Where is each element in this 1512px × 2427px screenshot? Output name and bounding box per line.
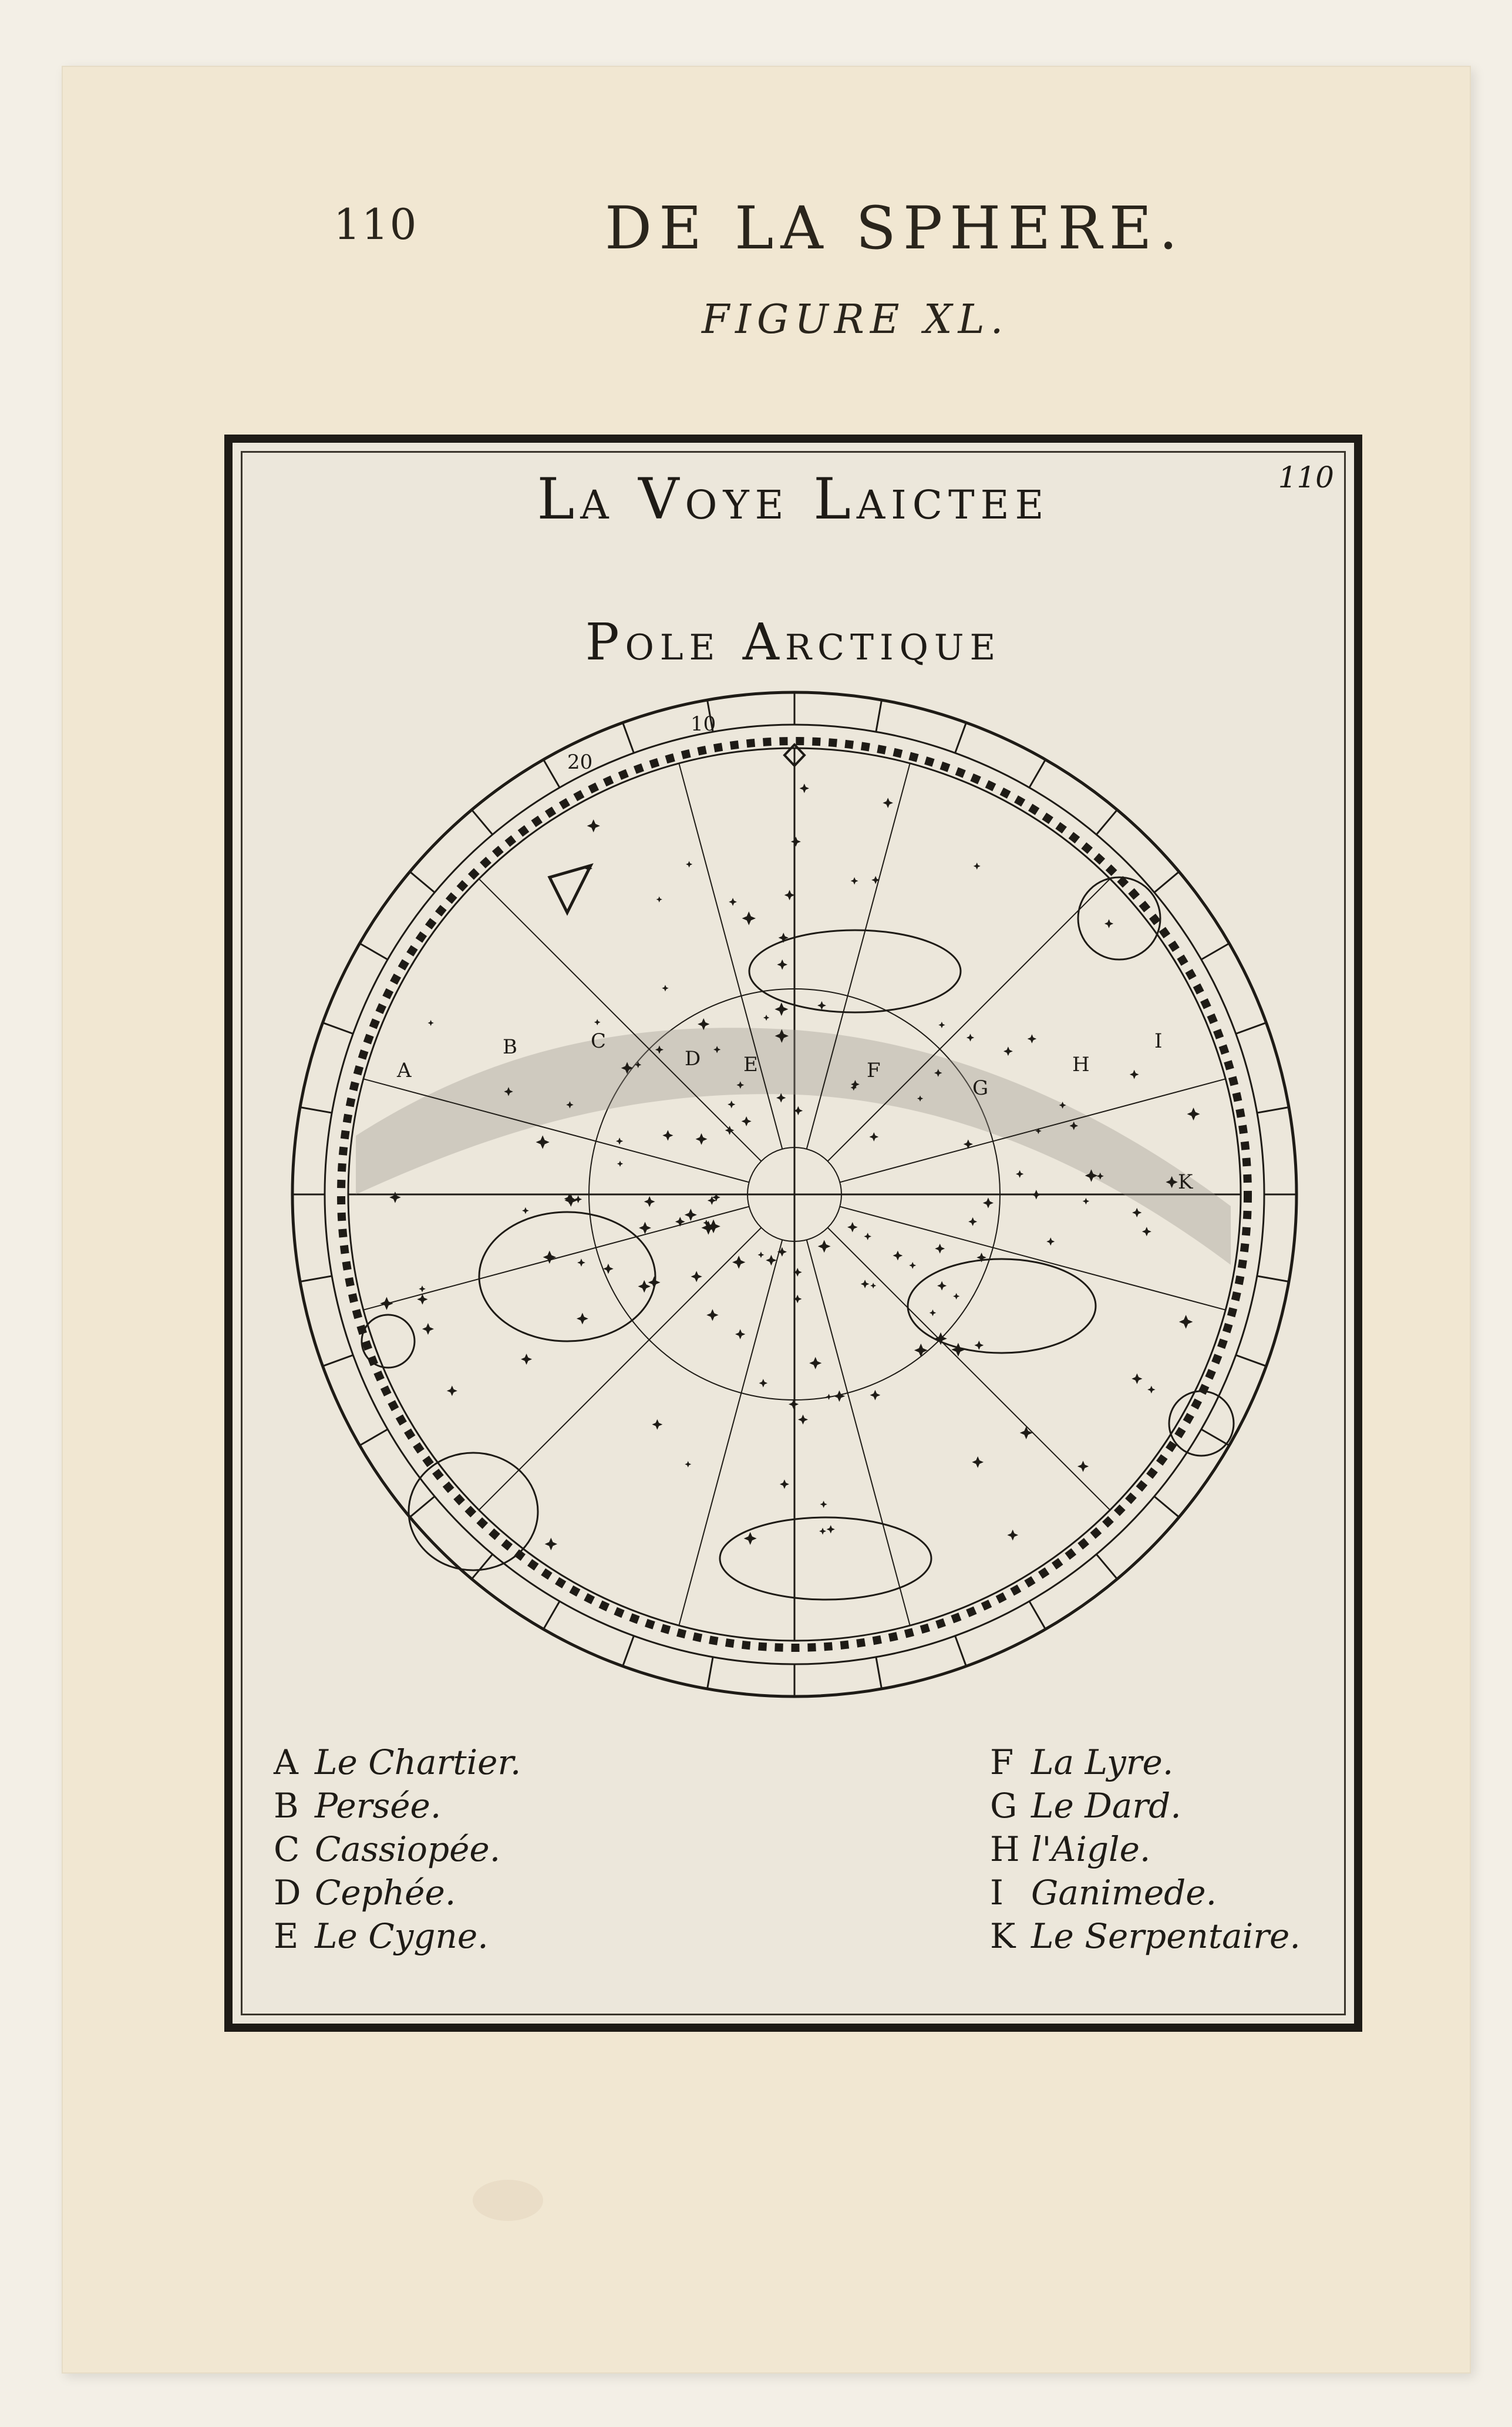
- star-icon: [1130, 1070, 1139, 1079]
- pole-title: Pole Arctique: [585, 613, 1002, 672]
- legend-key: A: [274, 1742, 298, 1782]
- star-icon: [389, 1191, 400, 1203]
- star-icon: [638, 1280, 650, 1292]
- legend-item: [274, 1784, 521, 1827]
- meridian-line: [679, 1240, 782, 1625]
- star-icon: [777, 960, 787, 970]
- star-icon: [577, 1258, 585, 1267]
- star-icon: [938, 1022, 945, 1028]
- star-icon: [644, 1196, 655, 1207]
- legend-item: [274, 1827, 521, 1871]
- star-icon: [974, 863, 981, 870]
- degree-tick: [300, 1276, 332, 1282]
- star-icon: [834, 1391, 846, 1402]
- map-letter-b: B: [503, 1035, 517, 1059]
- legend-key: B: [274, 1786, 299, 1826]
- legend-key: D: [274, 1873, 301, 1913]
- star-icon: [869, 1132, 878, 1142]
- star-chart: [238, 689, 1351, 1699]
- star-icon: [685, 1209, 697, 1221]
- plate-number: 110: [1278, 460, 1334, 494]
- star-icon: [380, 1297, 393, 1310]
- star-icon: [577, 1313, 588, 1325]
- star-icon: [779, 933, 789, 942]
- legend-name: Persée.: [315, 1786, 442, 1826]
- star-icon: [819, 1528, 826, 1535]
- ring-label-10: 10: [691, 712, 716, 736]
- star-icon: [972, 1456, 984, 1468]
- degree-tick: [360, 944, 388, 960]
- degree-tick: [623, 723, 634, 753]
- degree-tick: [360, 1429, 388, 1446]
- star-icon: [1020, 1426, 1033, 1439]
- star-icon: [686, 861, 692, 867]
- legend-right: [990, 1741, 1301, 1958]
- legend-item: [990, 1741, 1301, 1784]
- star-icon: [685, 1461, 691, 1467]
- star-icon: [564, 1194, 577, 1207]
- legend-name: Cassiopée.: [315, 1829, 501, 1869]
- degree-tick: [955, 1636, 967, 1667]
- star-icon: [800, 783, 809, 793]
- star-icon: [521, 1354, 532, 1365]
- legend-key: G: [990, 1786, 1018, 1826]
- legend-item: [990, 1871, 1301, 1914]
- degree-tick: [300, 1108, 332, 1113]
- star-icon: [1179, 1315, 1193, 1329]
- foxing-stain: [473, 2180, 543, 2221]
- star-icon: [864, 1233, 871, 1240]
- degree-tick: [1029, 1601, 1046, 1630]
- star-icon: [675, 1217, 685, 1227]
- map-letter-c: C: [591, 1029, 607, 1053]
- legend-name: Cephée.: [315, 1873, 456, 1913]
- degree-tick: [708, 1657, 713, 1689]
- degree-tick: [544, 760, 560, 788]
- star-icon: [732, 1255, 745, 1268]
- star-icon: [763, 1015, 769, 1021]
- star-icon: [766, 1255, 776, 1265]
- star-icon: [759, 1379, 767, 1387]
- degree-tick: [1257, 1276, 1289, 1282]
- legend-key: C: [274, 1829, 300, 1869]
- star-icon: [870, 1282, 876, 1288]
- star-icon: [617, 1161, 623, 1167]
- star-icon: [522, 1207, 529, 1214]
- meridian-line: [807, 1240, 910, 1625]
- ram-figure: [1078, 877, 1160, 960]
- star-icon: [789, 1399, 799, 1409]
- star-icon: [1003, 1046, 1013, 1056]
- pegasus-figure: [749, 930, 961, 1012]
- map-letter-d: D: [685, 1047, 701, 1071]
- star-icon: [1077, 1461, 1089, 1472]
- star-icon: [817, 1001, 826, 1010]
- star-icon: [974, 1341, 984, 1350]
- degree-tick: [1154, 1496, 1179, 1517]
- star-icon: [1007, 1530, 1018, 1541]
- star-icon: [914, 1344, 928, 1357]
- star-icon: [826, 1393, 831, 1399]
- star-icon: [983, 1197, 994, 1208]
- star-icon: [1046, 1237, 1055, 1246]
- figure-label: FIGURE XL.: [702, 297, 1009, 343]
- star-icon: [776, 1093, 786, 1102]
- legend-name: Le Chartier.: [315, 1742, 521, 1782]
- star-icon: [774, 1002, 788, 1016]
- degree-tick: [876, 1657, 882, 1689]
- ring-label-20: 20: [567, 750, 593, 774]
- star-icon: [648, 1276, 661, 1288]
- star-icon: [545, 1538, 557, 1550]
- map-letter-k: K: [1178, 1170, 1193, 1194]
- degree-tick: [1236, 1355, 1267, 1366]
- star-icon: [893, 1251, 903, 1261]
- milky-way-band: [356, 1028, 1231, 1265]
- map-letter-a: A: [397, 1059, 412, 1082]
- star-icon: [758, 1251, 765, 1258]
- degree-tick: [1201, 1429, 1230, 1446]
- star-icon: [827, 1525, 835, 1533]
- star-icon: [780, 1479, 789, 1489]
- star-icon: [706, 1309, 718, 1321]
- degree-tick: [544, 1601, 560, 1630]
- star-icon: [968, 1217, 977, 1226]
- star-icon: [930, 1310, 936, 1316]
- star-icon: [1142, 1227, 1151, 1236]
- page-number: 110: [334, 200, 418, 249]
- map-letter-f: F: [867, 1059, 881, 1082]
- legend-key: I: [990, 1873, 1003, 1913]
- map-letter-h: H: [1072, 1053, 1090, 1076]
- degree-tick: [1201, 944, 1230, 960]
- degree-tick: [410, 871, 435, 892]
- star-icon: [662, 1130, 673, 1140]
- star-icon: [536, 1135, 550, 1149]
- degree-tick: [1029, 760, 1046, 788]
- star-icon: [419, 1285, 425, 1292]
- degree-tick: [323, 1023, 353, 1034]
- star-icon: [662, 985, 668, 991]
- legend-item: [274, 1871, 521, 1914]
- engraved-plate: [224, 435, 1362, 2032]
- star-icon: [691, 1271, 702, 1282]
- star-icon: [809, 1357, 821, 1369]
- legend-item: [990, 1784, 1301, 1827]
- star-icon: [696, 1133, 708, 1145]
- star-icon: [1187, 1108, 1200, 1120]
- degree-tick: [1236, 1023, 1267, 1034]
- meridian-line: [363, 1207, 749, 1310]
- star-icon: [729, 898, 737, 906]
- map-letter-i: I: [1154, 1029, 1163, 1053]
- legend-item: [274, 1914, 521, 1958]
- star-icon: [728, 1100, 735, 1108]
- star-icon: [742, 911, 756, 925]
- star-icon: [1032, 1190, 1041, 1199]
- degree-tick: [955, 723, 967, 753]
- star-icon: [784, 890, 795, 900]
- degree-tick: [1096, 1554, 1117, 1579]
- degree-tick: [1257, 1108, 1289, 1113]
- legend-item: [274, 1741, 521, 1784]
- star-icon: [1132, 1208, 1141, 1217]
- legend-name: Ganimede.: [1031, 1873, 1217, 1913]
- degree-tick: [472, 1554, 492, 1579]
- star-icon: [587, 819, 600, 832]
- star-icon: [937, 1281, 947, 1291]
- legend-name: l'Aigle.: [1031, 1829, 1151, 1869]
- star-icon: [574, 1196, 582, 1203]
- legend-item: [990, 1827, 1301, 1871]
- legend-name: Le Cygne.: [315, 1916, 489, 1956]
- balance-figure: [1169, 1391, 1234, 1456]
- star-icon: [1016, 1170, 1023, 1178]
- meridian-line: [479, 1228, 762, 1510]
- star-icon: [909, 1262, 916, 1269]
- star-icon: [870, 1390, 881, 1401]
- star-icon: [861, 1280, 870, 1288]
- triangle-constellation-icon: [550, 866, 591, 913]
- star-icon: [798, 1415, 808, 1425]
- star-icon: [1132, 1374, 1142, 1384]
- star-icon: [1028, 1034, 1037, 1043]
- star-icon: [639, 1222, 651, 1234]
- legend-key: K: [990, 1916, 1016, 1956]
- star-icon: [1147, 1386, 1155, 1393]
- star-icon: [1104, 919, 1113, 928]
- running-title: DE LA SPHERE.: [605, 194, 1185, 262]
- degree-tick: [876, 700, 882, 732]
- star-icon: [953, 1293, 959, 1300]
- star-icon: [935, 1244, 945, 1254]
- star-icon: [1083, 1198, 1089, 1204]
- legend-name: Le Dard.: [1031, 1786, 1181, 1826]
- star-icon: [883, 797, 893, 808]
- star-icon: [847, 1222, 858, 1233]
- star-icon: [742, 1116, 752, 1126]
- great-bear-figure: [479, 1212, 655, 1341]
- legend-name: Le Serpentaire.: [1031, 1916, 1301, 1956]
- star-icon: [594, 1019, 601, 1025]
- legend-name: La Lyre.: [1031, 1742, 1174, 1782]
- meridian-line: [828, 1228, 1110, 1510]
- legend-key: F: [990, 1742, 1014, 1782]
- star-icon: [851, 877, 858, 885]
- star-icon: [967, 1034, 974, 1041]
- degree-tick: [1096, 810, 1117, 834]
- legend-key: E: [274, 1916, 299, 1956]
- star-icon: [735, 1329, 745, 1339]
- degree-tick: [1154, 871, 1179, 892]
- map-letter-e: E: [743, 1053, 758, 1076]
- star-icon: [652, 1419, 662, 1430]
- legend-item: [990, 1914, 1301, 1958]
- star-icon: [656, 897, 662, 903]
- degree-tick: [623, 1636, 634, 1667]
- star-icon: [428, 1020, 434, 1026]
- plate-title: La Voye Laictee: [537, 466, 1050, 532]
- degree-tick: [472, 810, 492, 834]
- star-icon: [820, 1501, 827, 1508]
- star-icon: [791, 837, 801, 847]
- star-icon: [744, 1532, 757, 1545]
- legend-key: H: [990, 1829, 1020, 1869]
- star-icon: [616, 1137, 623, 1145]
- legend-left: [274, 1741, 521, 1958]
- star-icon: [422, 1323, 434, 1335]
- map-letter-g: G: [972, 1076, 989, 1100]
- star-icon: [818, 1240, 831, 1253]
- star-icon: [447, 1385, 457, 1396]
- star-icon: [951, 1343, 965, 1356]
- degree-tick: [323, 1355, 353, 1366]
- degree-tick: [410, 1496, 435, 1517]
